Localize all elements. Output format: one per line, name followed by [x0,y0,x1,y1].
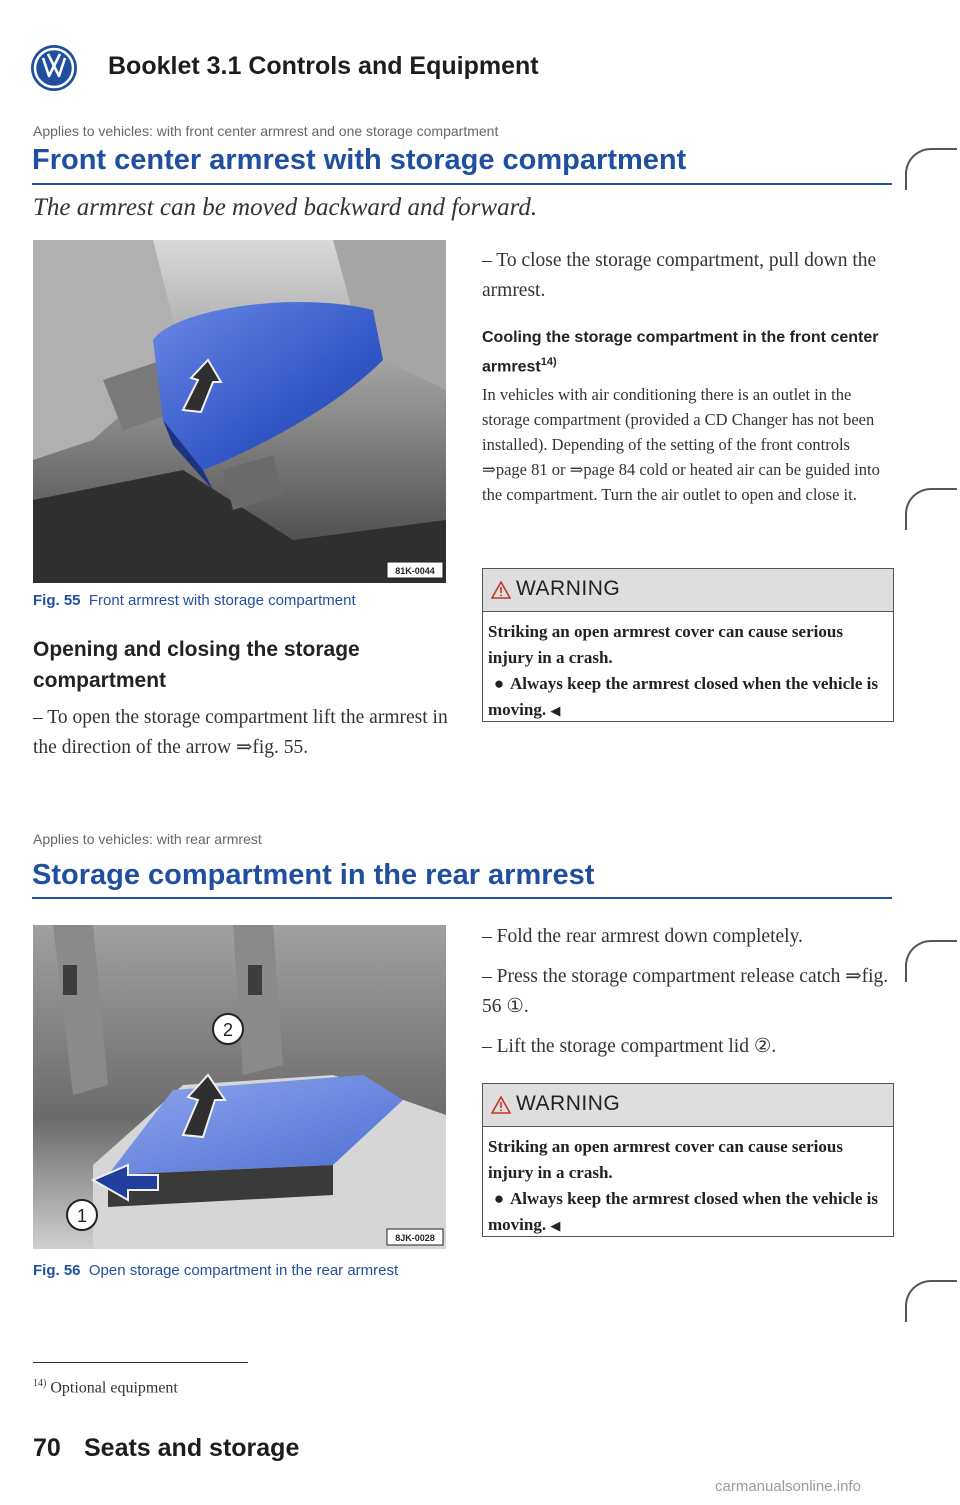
subheading-cooling: Cooling the storage compartment in the front center armrest$^{14)}$ [482,329,879,376]
chapter-title: Seats and storage [84,1434,300,1462]
section-title: Storage compartment in the rear armrest [32,859,595,891]
warning-header [483,569,893,612]
warning-header [483,1084,893,1127]
warning-label: WARNING [516,1092,621,1115]
vw-logo-icon [30,44,78,92]
margin-tab-mark [905,488,957,530]
figure-56-image [33,925,446,1249]
callout-1: 1 [76,1206,88,1226]
section-title: Front center armrest with storage compartment [32,144,687,176]
caption-number: Fig. 56 [33,1262,81,1279]
section-rule [32,183,892,185]
figure-56-caption [33,1259,433,1283]
cooling-paragraph: In vehicles with air conditioning there is an outlet in the storage compartment (provided a CD Changer has not been installed). Depending of the setting of the front controls ⇒page 81 or ⇒page 84 cold or heated air can be guided into the compartment. Turn the air outlet to open and close it. [482,385,880,504]
warning-text-1: Striking an open armrest cover can cause serious injury in a crash. [488,622,843,667]
caption-number: Fig. 55 [33,592,81,609]
margin-tab-mark [905,1280,957,1322]
step-fold: – Fold the rear armrest down completely. [482,926,803,947]
margin-tab-mark [905,148,957,190]
figure-55-image [33,240,446,583]
step-close: – To close the storage compartment, pull down the armrest. [482,250,877,301]
footnote-rule [33,1362,248,1363]
bullet-icon: ● [493,674,505,693]
subheading-opening: Opening and closing the storage compartment [33,638,360,692]
warning-text-2: ● Always keep the armrest closed when the vehicle is moving. ◀ [488,671,883,724]
applies-note: Applies to vehicles: with front center armrest and one storage compartment [33,123,499,139]
step-open: – To open the storage compartment lift the armrest in the direction of the arrow ⇒fig. 55. [33,707,448,758]
step-press: – Press the storage compartment release catch ⇒fig. 56 ①. [482,966,889,1017]
booklet-title: Booklet 3.1 Controls and Equipment [108,52,539,80]
footnote: $^{14)}$ Optional equipment [33,1378,178,1397]
section-intro: The armrest can be moved backward and forward. [33,194,538,221]
figure-55-caption [33,592,356,609]
end-marker-icon: ◀ [550,1218,561,1233]
margin-tab-mark [905,940,957,982]
warning-triangle-icon [491,581,511,599]
warning-label: WARNING [516,577,621,600]
warning-text-1: Striking an open armrest cover can cause serious injury in a crash. [488,1137,843,1182]
caption-text: Front armrest with storage compartment [88,592,356,609]
bullet-icon: ● [493,1189,505,1208]
watermark: carmanualsonline.info [715,1478,861,1495]
callout-2: 2 [222,1020,234,1040]
warning-triangle-icon [491,1096,511,1114]
step-lift: – Lift the storage compartment lid ②. [482,1036,777,1057]
figure-code: 8JK-0028 [395,1233,435,1243]
warning-box [482,1083,894,1237]
warning-text-2: ● Always keep the armrest closed when the vehicle is moving. ◀ [488,1186,883,1239]
figure-code: 81K-0044 [395,566,435,576]
applies-note: Applies to vehicles: with rear armrest [33,831,262,847]
section-rule [32,897,892,899]
caption-text: Open storage compartment in the rear armrest [88,1262,399,1279]
warning-box [482,568,894,722]
end-marker-icon: ◀ [550,703,561,718]
page-number: 70 [33,1434,61,1462]
